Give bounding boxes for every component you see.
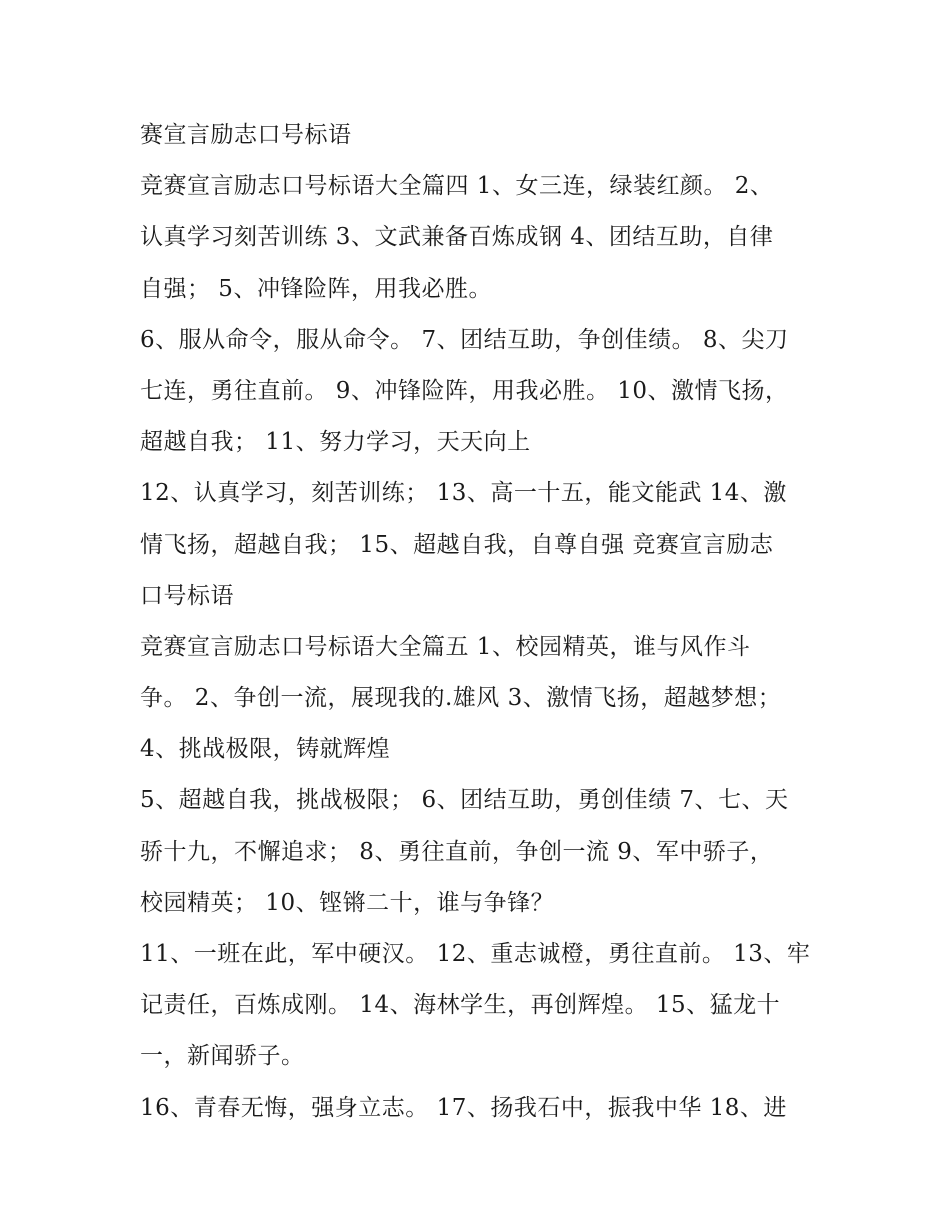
text-line: 记责任，百炼成刚。 14、海林学生，再创辉煌。 15、猛龙十 xyxy=(140,992,781,1019)
paragraph xyxy=(140,468,830,622)
text-line: 认真学习刻苦训练 3、文武兼备百炼成钢 4、团结互助，自律 xyxy=(140,224,774,251)
text-line: 超越自我； 11、努力学习，天天向上 xyxy=(140,429,531,456)
text-line: 5、超越自我，挑战极限； 6、团结互助，勇创佳绩 7、七、天 xyxy=(140,787,789,814)
text-line: 16、青春无悔，强身立志。 17、扬我石中，振我中华 18、进 xyxy=(140,1094,787,1121)
document-body xyxy=(140,110,830,1134)
paragraph xyxy=(140,1083,830,1134)
text-line: 6、服从命令，服从命令。 7、团结互助，争创佳绩。 8、尖刀 xyxy=(140,326,789,353)
paragraph xyxy=(140,110,830,161)
paragraph xyxy=(140,315,830,469)
text-line: 竞赛宣言励志口号标语大全篇五 1、校园精英，谁与风作斗 xyxy=(140,633,751,660)
text-line: 竞赛宣言励志口号标语大全篇四 1、女三连，绿装红颜。 2、 xyxy=(140,173,774,200)
text-line: 情飞扬，超越自我； 15、超越自我，自尊自强 竞赛宣言励志 xyxy=(140,531,774,558)
text-line: 4、挑战极限，铸就辉煌 xyxy=(140,736,391,763)
text-line: 赛宣言励志口号标语 xyxy=(140,122,352,148)
paragraph xyxy=(140,622,830,776)
text-line: 口号标语 xyxy=(140,582,234,609)
text-line: 七连，勇往直前。 9、冲锋险阵，用我必胜。 10、激情飞扬， xyxy=(140,377,789,404)
paragraph xyxy=(140,161,830,315)
text-line: 11、一班在此，军中硬汉。 12、重志诚橙，勇往直前。 13、牢 xyxy=(140,941,811,967)
paragraph xyxy=(140,929,830,1083)
text-line: 12、认真学习，刻苦训练； 13、高一十五，能文能武 14、激 xyxy=(140,480,787,507)
text-line: 争。 2、争创一流，展现我的.雄风 3、激情飞扬，超越梦想； xyxy=(140,685,782,712)
text-line: 一，新闻骄子。 xyxy=(140,1043,305,1070)
text-line: 校园精英； 10、铿锵二十，谁与争锋？ xyxy=(140,889,555,916)
text-line: 自强； 5、冲锋险阵，用我必胜。 xyxy=(140,275,492,302)
text-line: 骄十九，不懈追求； 8、勇往直前，争创一流 9、军中骄子， xyxy=(140,838,774,865)
paragraph xyxy=(140,775,830,929)
